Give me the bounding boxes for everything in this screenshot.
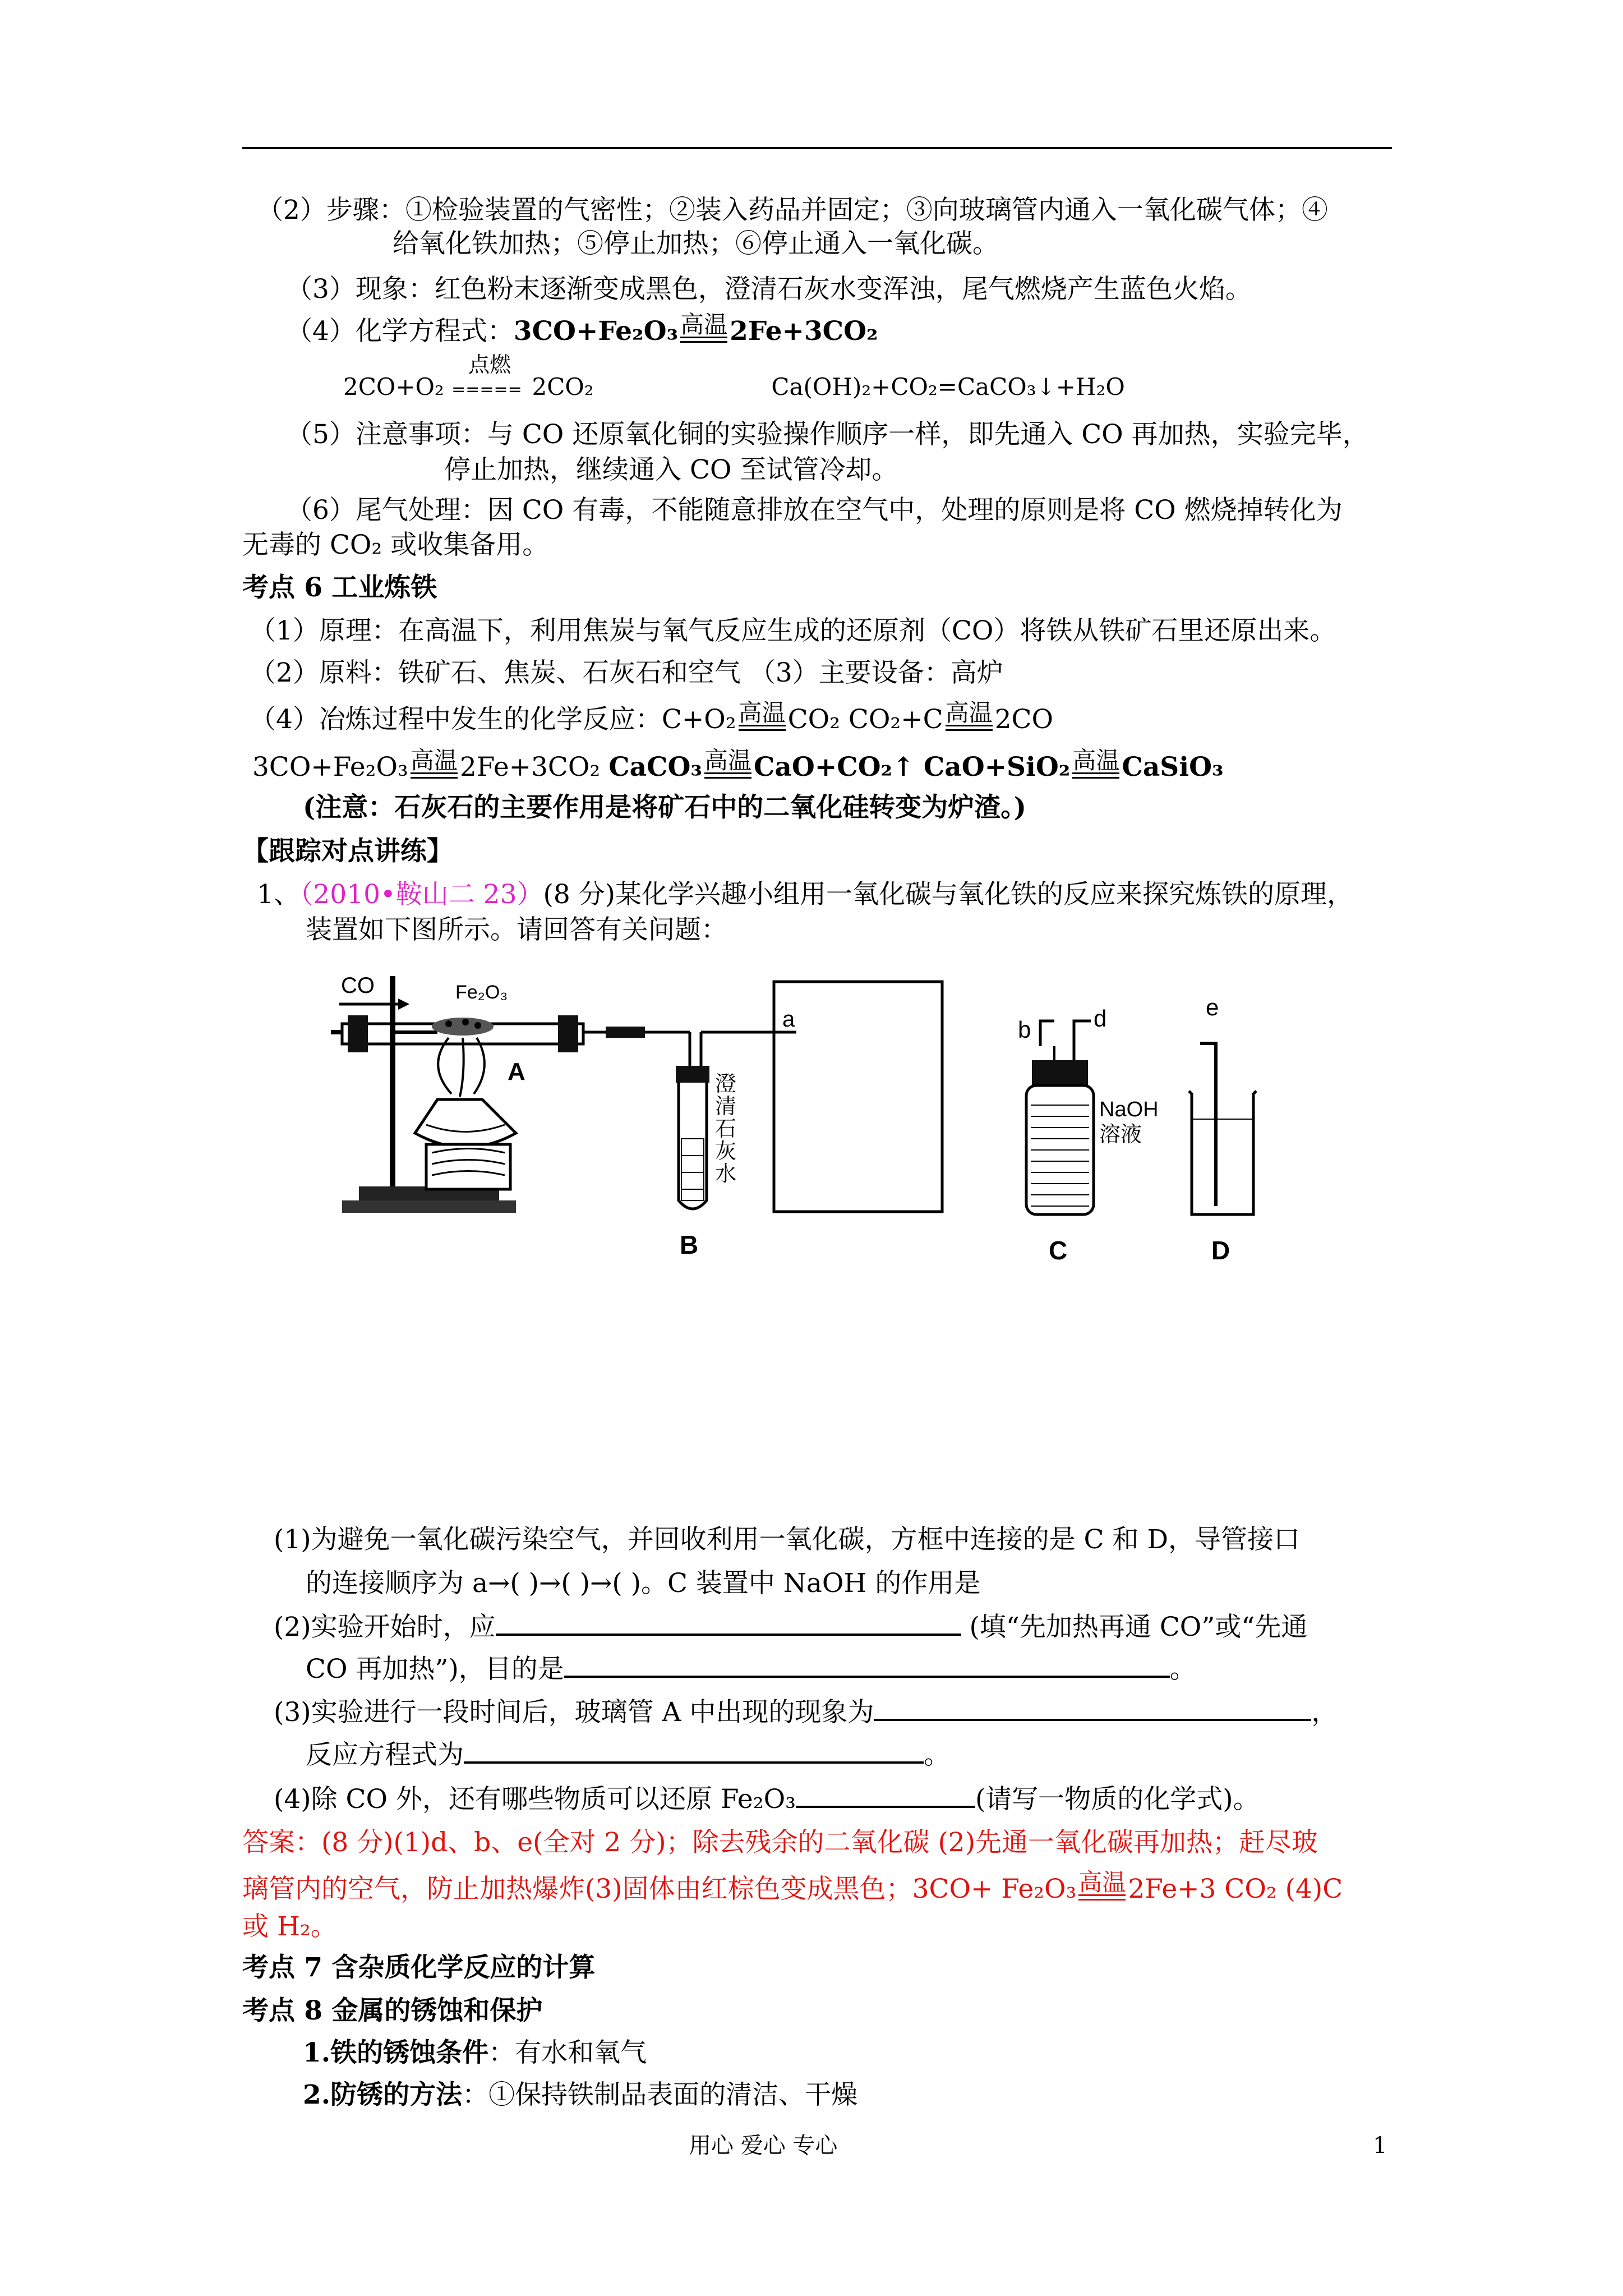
subquestion-2-line-1: (2)实验开始时，应 (填“先加热再通 CO”或“先通 [274, 1609, 1307, 1644]
gas-washing-bottle-c [1026, 1021, 1094, 1214]
phenomenon-line: （3）现象：红色粉末逐渐变成黑色，澄清石灰水变浑浊，尾气燃烧产生蓝色火焰。 [286, 274, 1252, 305]
limewater-char-3: 石 [715, 1117, 737, 1141]
equation-rhs: 2Fe+3CO₂ [730, 316, 878, 347]
port-e-label: e [1206, 994, 1219, 1020]
answer-blank-4[interactable] [796, 1781, 975, 1808]
limewater-char-2: 清 [715, 1095, 737, 1119]
condition-high-temp: 高温 [1078, 1871, 1126, 1906]
answer-blank-2a[interactable] [496, 1609, 961, 1636]
rust-prevention-line: 2.防锈的方法：①保持铁制品表面的清洁、干燥 [303, 2079, 858, 2110]
subquestion-1-line-2: 的连接顺序为 a→( )→( )→( )。C 装置中 NaOH 的作用是 [306, 1568, 981, 1599]
port-a-label: a [782, 1007, 795, 1032]
port-b-label: b [1018, 1016, 1031, 1043]
equation-2co2: 2CO₂ [532, 373, 594, 401]
equation-lhs: 3CO+Fe₂O₃ [513, 316, 679, 347]
limestone-note: (注意：石灰石的主要作用是将矿石中的二氧化硅转变为炉渣。) [303, 792, 1026, 823]
subquestion-3-line-2: 反应方程式为 。 [306, 1737, 950, 1772]
label-a: A [508, 1058, 525, 1085]
equation-line-1 [286, 313, 878, 348]
answer-blank-3a[interactable] [874, 1694, 1311, 1721]
answer-blank-3b[interactable] [464, 1737, 924, 1764]
answer-blank-2b[interactable] [564, 1651, 1170, 1678]
condition-high-temp: 高温 [739, 701, 786, 737]
section-heading-7: 考点 7 含杂质化学反应的计算 [242, 1952, 596, 1983]
answer-line-1: 答案：(8 分)(1)d、b、e(全对 2 分)；除去残余的二氧化碳 (2)先通一氧化碳再加热；赶尽玻 [242, 1827, 1318, 1858]
step-line-1: （2）步骤：①检验装置的气密性；②装入药品并固定；③向玻璃管内通入一氧化碳气体；④ [257, 195, 1328, 226]
tail-gas-line-1: （6）尾气处理：因 CO 有毒，不能随意排放在空气中，处理的原则是将 CO 燃烧掉转化为 [286, 495, 1343, 526]
equation-line-2 [343, 352, 1125, 407]
beaker-d [1189, 1043, 1256, 1214]
alcohol-lamp [415, 1038, 516, 1189]
answer-line-3: 或 H₂。 [242, 1911, 337, 1942]
notice-line-1: （5）注意事项：与 CO 还原氧化铜的实验操作顺序一样，即先通入 CO 再加热，实验完毕， [286, 419, 1369, 450]
limewater-char-1: 澄 [715, 1073, 737, 1096]
equation-limewater: Ca(OH)₂+CO₂=CaCO₃↓+H₂O [771, 373, 1125, 401]
equation-co-o2: 2CO+O₂ [343, 373, 444, 401]
subquestion-1-line-1: (1)为避免一氧化碳污染空气，并回收利用一氧化碳，方框中连接的是 C 和 D，导管接口 [274, 1524, 1301, 1555]
co-inlet-arrow [339, 999, 409, 1010]
label-b: B [680, 1230, 699, 1259]
condition-high-temp: 高温 [1072, 749, 1119, 784]
question-source: （2010•鞍山二 23） [299, 879, 543, 910]
principle-line: （1）原理：在高温下，利用焦炭与氧气反应生成的还原剂（CO）将铁从铁矿石里还原出来。 [250, 615, 1336, 646]
naoh-label: NaOH [1099, 1098, 1159, 1121]
apparatus-figure [331, 954, 1318, 1279]
glass-tube-a [331, 1015, 583, 1052]
condition-high-temp: 高温 [680, 313, 727, 348]
question-1-line-2: 装置如下图所示。请回答有关问题： [306, 914, 727, 945]
subquestion-2-line-2: CO 再加热”)，目的是 。 [306, 1651, 1196, 1686]
header-rule [242, 147, 1392, 149]
condition-high-temp: 高温 [946, 701, 993, 737]
reaction-line-1: （4）冶炼过程中发生的化学反应：C+O₂ 高温 CO₂ CO₂+C 高温 2CO [250, 701, 1053, 737]
tail-gas-line-2: 无毒的 CO₂ 或收集备用。 [242, 530, 549, 560]
page-number: 1 [1373, 2133, 1387, 2159]
footer-motto: 用心 爱心 专心 [689, 2133, 838, 2159]
co-label: CO [341, 973, 375, 998]
limewater-char-5: 水 [715, 1162, 737, 1186]
equation-label: （4）化学方程式： [286, 316, 514, 347]
practice-heading: 【跟踪对点讲练】 [242, 836, 453, 867]
label-c: C [1049, 1236, 1068, 1265]
condition-high-temp: 高温 [411, 749, 458, 784]
solution-label: 溶液 [1099, 1123, 1142, 1147]
port-d-label: d [1094, 1005, 1107, 1032]
step-line-2: 给氧化铁加热；⑤停止加热；⑥停止通入一氧化碳。 [393, 228, 999, 259]
subquestion-3-line-1: (3)实验进行一段时间后，玻璃管 A 中出现的现象为 ， [274, 1694, 1338, 1729]
notice-line-2: 停止加热，继续通入 CO 至试管冷却。 [444, 454, 898, 485]
reaction-line-2: 3CO+Fe₂O₃ 高温 2Fe+3CO₂ CaCO₃ 高温 CaO+CO₂↑ CaO+SiO₂ 高温 CaSiO₃ [252, 749, 1224, 784]
fe2o3-label: Fe₂O₃ [455, 982, 508, 1003]
condition-ignite: 点燃 ===== [451, 352, 522, 399]
label-d: D [1211, 1236, 1230, 1265]
test-tube-b [676, 1066, 709, 1209]
rust-condition-line: 1.铁的锈蚀条件：有水和氧气 [303, 2037, 647, 2068]
connection-box [774, 982, 942, 1212]
materials-line: （2）原料：铁矿石、焦炭、石灰石和空气 （3）主要设备：高炉 [250, 657, 1003, 688]
question-1-line-1: 1、（2010•鞍山二 23）(8 分)某化学兴趣小组用一氧化碳与氧化铁的反应来探究炼铁的原理， [257, 879, 1354, 910]
condition-high-temp: 高温 [704, 749, 751, 784]
section-heading-6: 考点 6 工业炼铁 [242, 572, 437, 603]
section-heading-8: 考点 8 金属的锈蚀和保护 [242, 1995, 543, 2026]
subquestion-4-line: (4)除 CO 外，还有哪些物质可以还原 Fe₂O₃ (请写一物质的化学式)。 [274, 1781, 1260, 1816]
limewater-char-4: 灰 [715, 1140, 737, 1163]
answer-line-2: 璃管内的空气，防止加热爆炸(3)固体由红棕色变成黑色；3CO+ Fe₂O₃ 高温 2Fe+3 CO₂ (4)C [242, 1871, 1343, 1906]
